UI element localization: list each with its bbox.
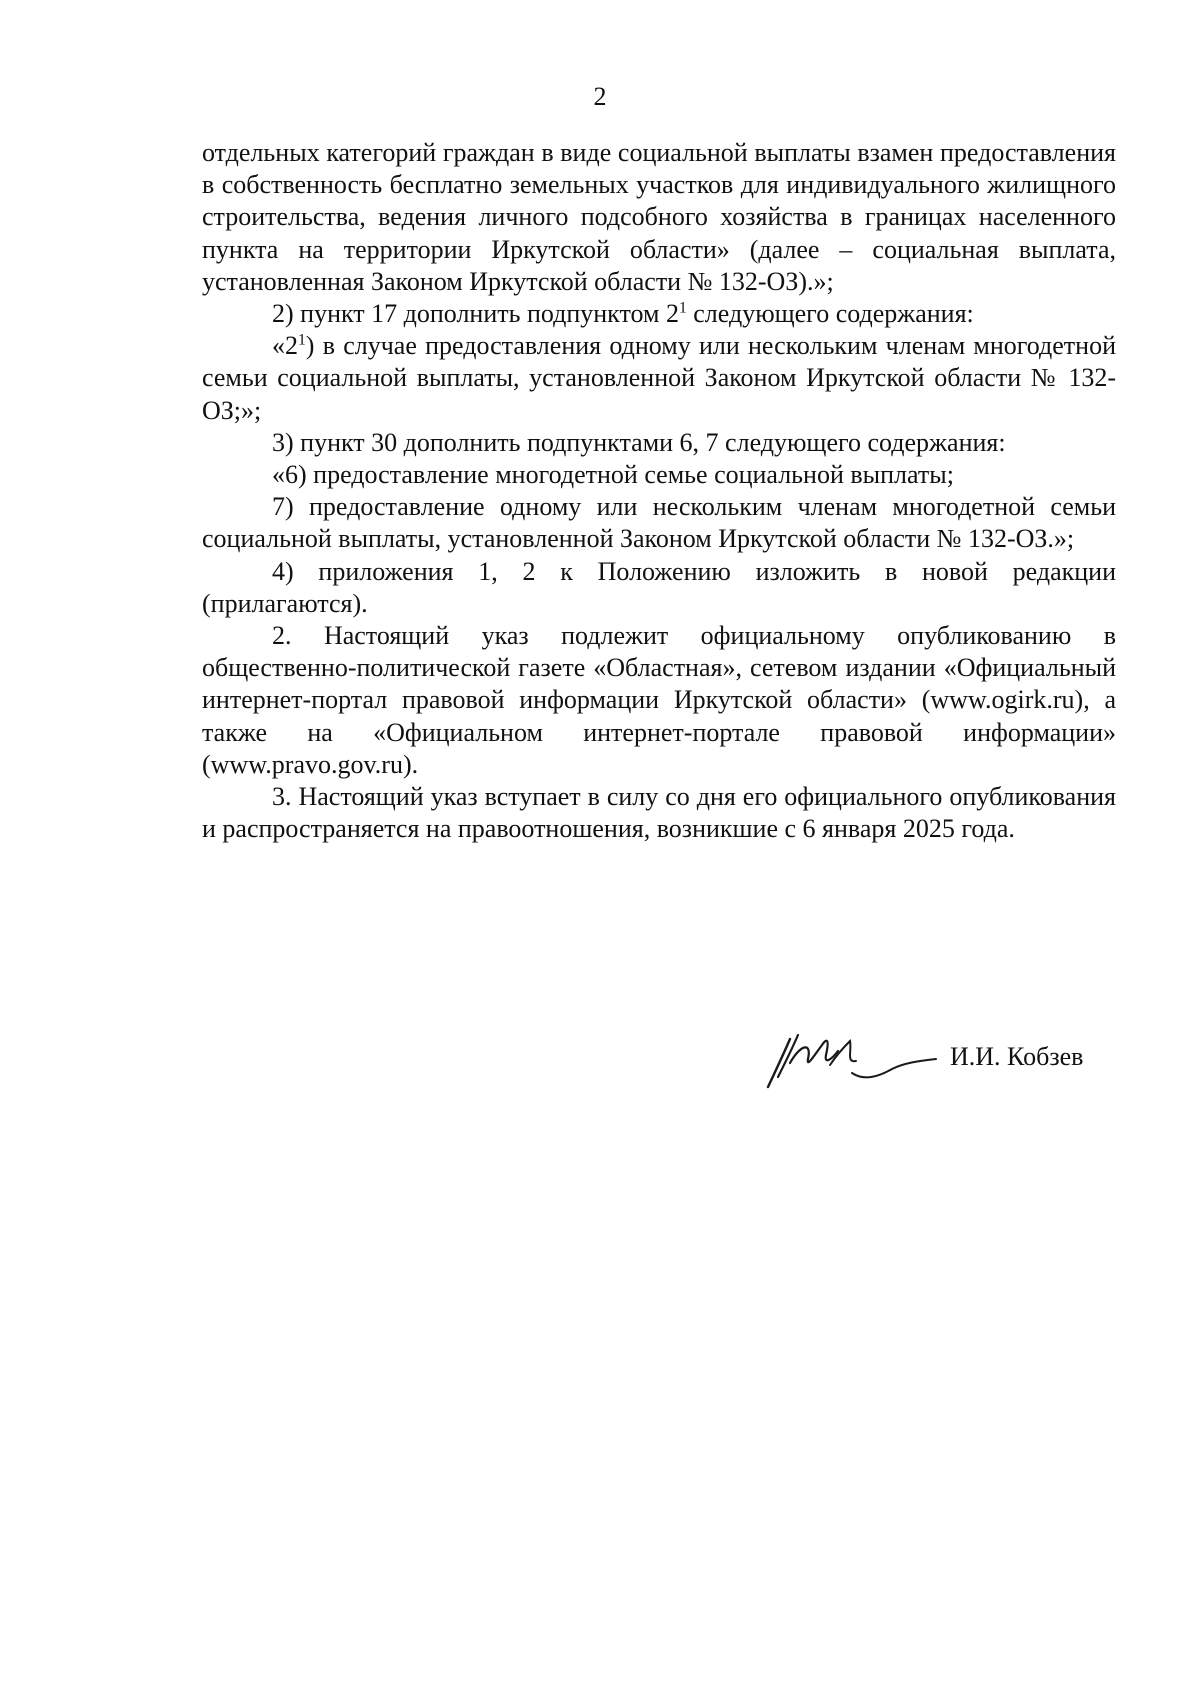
paragraph-section-3: 3. Настоящий указ вступает в силу со дня его официального опубликования и распространяется на правоотношения, возникшие с 6 января 2025 года. <box>202 782 1116 844</box>
superscript: 1 <box>298 331 306 349</box>
paragraph-item-3: 3) пункт 30 дополнить подпунктами 6, 7 следующего содержания: <box>272 427 1006 457</box>
signer-name: И.И. Кобзев <box>950 1042 1084 1071</box>
handwritten-signature-icon <box>760 1015 940 1095</box>
document-body <box>202 137 1116 845</box>
paragraph-section-2: 2. Настоящий указ подлежит официальному опубликованию в общественно-политической газете «Областная», сетевом издании «Официальный интернет-портал правовой информации Иркутской области» (www.ogirk.ru), а также на «Официальном интернет-портале правовой информации» (www.pravo.gov.ru). <box>202 621 1116 779</box>
page-number: 2 <box>593 82 607 111</box>
paragraph-subitem-2-1 <box>202 330 1116 427</box>
paragraph-text: ) в случае предоставления одному или нескольким членам многодетной семьи социальной выплаты, установленной Законом Иркутской области № 132-ОЗ;»; <box>202 331 1116 425</box>
paragraph-subitem-7: 7) предоставление одному или нескольким членам многодетной семьи социальной выплаты, установленной Законом Иркутской области № 132-ОЗ.»; <box>202 492 1116 554</box>
paragraph-item-2 <box>202 298 1116 330</box>
paragraph-text: «2 <box>272 331 298 361</box>
paragraph-continuation: отдельных категорий граждан в виде социальной выплаты взамен предоставления в собственность бесплатно земельных участков для индивидуального жилищного строительства, ведения личного подсобного хозяйства в границах населенного пункта на территории Иркутской области» (далее – социальная выплата, установленная Законом Иркутской области № 132-ОЗ).»; <box>202 138 1116 296</box>
paragraph-item-4: 4) приложения 1, 2 к Положению изложить в новой редакции (прилагаются). <box>202 556 1116 618</box>
signature-block <box>760 1015 1120 1095</box>
paragraph-text: следующего содержания: <box>686 299 974 329</box>
paragraph-text: 2) пункт 17 дополнить подпунктом 2 <box>272 299 679 329</box>
paragraph-subitem-6: «6) предоставление многодетной семье социальной выплаты; <box>272 460 954 490</box>
superscript: 1 <box>678 299 687 317</box>
